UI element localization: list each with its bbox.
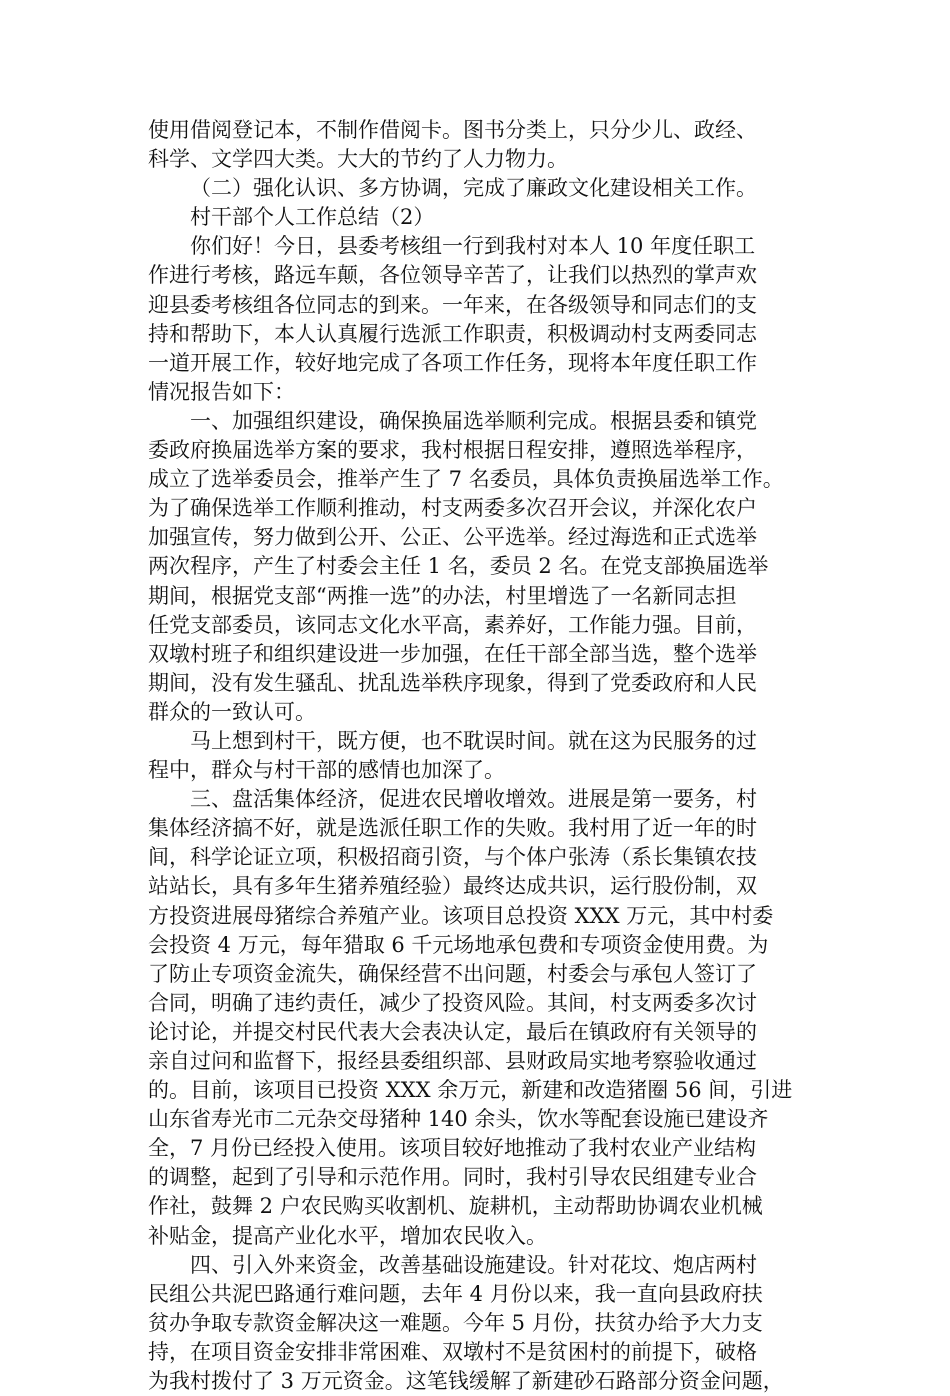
para-infrastructure xyxy=(148,1251,828,1396)
text-line: 作进行考核，路远车颠，各位领导辛苦了，让我们以热烈的掌声欢 xyxy=(148,263,757,288)
text-line: 马上想到村干，既方便，也不耽误时间。就在这为民服务的过 xyxy=(190,728,757,753)
text-line: 亲自过问和监督下，报经县委组织部、县财政局实地考察验收通过 xyxy=(148,1049,757,1073)
text-line: 一道开展工作，较好地完成了各项工作任务，现将本年度任职工作 xyxy=(148,350,757,375)
text-line: 民组公共泥巴路通行难问题，去年 4 月份以来，我一直向县政府扶 xyxy=(148,1281,763,1306)
text-line: 方投资进展母猪综合养殖产业。该项目总投资 XXX 万元，其中村委 xyxy=(148,903,774,928)
text-line: 期间，根据党支部“两推一选”的办法，村里增选了一名新同志担 xyxy=(148,583,737,608)
text-line: 全，7 月份已经投入使用。该项目较好地推动了我村农业产业结构 xyxy=(148,1136,757,1161)
para-organization xyxy=(148,407,828,727)
text-line: 三、盘活集体经济，促进农民增收增效。进展是第一要务，村 xyxy=(190,787,757,812)
para-integrity-culture xyxy=(148,174,828,203)
para-library-summary xyxy=(148,116,828,174)
text-line: 站站长，具有多年生猪养殖经验）最终达成共识，运行股份制，双 xyxy=(148,874,757,899)
text-line: 为了确保选举工作顺利推动，村支两委多次召开会议，并深化农户 xyxy=(148,496,757,521)
text-line: 合同，明确了违约责任，减少了投资风险。其间，村支两委多次讨 xyxy=(148,990,757,1015)
text-line: 你们好！今日，县委考核组一行到我村对本人 10 年度任职工 xyxy=(190,234,756,259)
text-line: 期间，没有发生骚乱、扰乱选举秩序现象，得到了党委政府和人民 xyxy=(148,670,757,695)
text-line: 村干部个人工作总结（2） xyxy=(190,205,435,230)
text-line: 为我村拨付了 3 万元资金。这笔钱缓解了新建砂石路部分资金问题， xyxy=(148,1369,784,1394)
text-line: 科学、文学四大类。大大的节约了人力物力。 xyxy=(148,147,568,172)
text-line: 持和帮助下，本人认真履行选派工作职责，积极调动村支两委同志 xyxy=(148,321,757,346)
text-line: 论讨论，并提交村民代表大会表决认定，最后在镇政府有关领导的 xyxy=(148,1019,757,1044)
text-line: 会投资 4 万元，每年猎取 6 千元场地承包费和专项资金使用费。为 xyxy=(148,932,769,957)
text-line: 集体经济搞不好，就是选派任职工作的失败。我村用了近一年的时 xyxy=(148,816,757,841)
para-convenience xyxy=(148,727,828,785)
document-body xyxy=(148,116,828,1396)
text-line: 持，在项目资金安排非常困难、双墩村不是贫困村的前提下，破格 xyxy=(148,1339,757,1364)
text-line: 作社，鼓舞 2 户农民购买收割机、旋耕机，主动帮助协调农业机械 xyxy=(148,1194,763,1219)
para-greeting xyxy=(148,232,828,407)
text-line: 迎县委考核组各位同志的到来。一年来，在各级领导和同志们的支 xyxy=(148,292,757,317)
text-line: 委政府换届选举方案的要求，我村根据日程安排，遵照选举程序， xyxy=(148,438,757,463)
text-line: 的。目前，该项目已投资 XXX 余万元，新建和改造猪圈 56 间，引进 xyxy=(148,1078,793,1103)
text-line: 情况报告如下： xyxy=(148,379,295,404)
para-economy xyxy=(148,785,828,1251)
text-line: 一、加强组织建设，确保换届选举顺利完成。根据县委和镇党 xyxy=(190,408,757,433)
text-line: 成立了选举委员会，推举产生了 7 名委员，具体负责换届选举工作。 xyxy=(148,467,784,492)
text-line: 了防止专项资金流失，确保经营不出问题，村委会与承包人签订了 xyxy=(148,961,757,986)
text-line: 任党支部委员，该同志文化水平高，素养好，工作能力强。目前， xyxy=(148,612,757,637)
text-line: 加强宣传，努力做到公开、公正、公平选举。经过海选和正式选举 xyxy=(148,525,757,550)
text-line: 程中，群众与村干部的感情也加深了。 xyxy=(148,758,505,783)
text-line: 四、引入外来资金，改善基础设施建设。针对花坟、炮店两村 xyxy=(190,1252,757,1277)
para-section-title xyxy=(148,203,828,232)
text-line: 群众的一致认可。 xyxy=(148,699,316,724)
text-line: 双墩村班子和组织建设进一步加强，在任干部全部当选，整个选举 xyxy=(148,641,757,666)
text-line: 山东省寿光市二元杂交母猪种 140 余头，饮水等配套设施已建设齐 xyxy=(148,1107,769,1132)
text-line: 间，科学论证立项，积极招商引资，与个体户张涛（系长集镇农技 xyxy=(148,845,757,870)
text-line: 贫办争取专款资金解决这一难题。今年 5 月份，扶贫办给予大力支 xyxy=(148,1310,763,1335)
text-line: 的调整，起到了引导和示范作用。同时，我村引导农民组建专业合 xyxy=(148,1165,757,1190)
text-line: 使用借阅登记本，不制作借阅卡。图书分类上，只分少儿、政经、 xyxy=(148,118,757,142)
text-line: 补贴金，提高产业化水平，增加农民收入。 xyxy=(148,1223,547,1248)
text-line: 两次程序，产生了村委会主任 1 名，委员 2 名。在党支部换届选举 xyxy=(148,554,769,579)
text-line: （二）强化认识、多方协调，完成了廉政文化建设相关工作。 xyxy=(190,176,757,201)
